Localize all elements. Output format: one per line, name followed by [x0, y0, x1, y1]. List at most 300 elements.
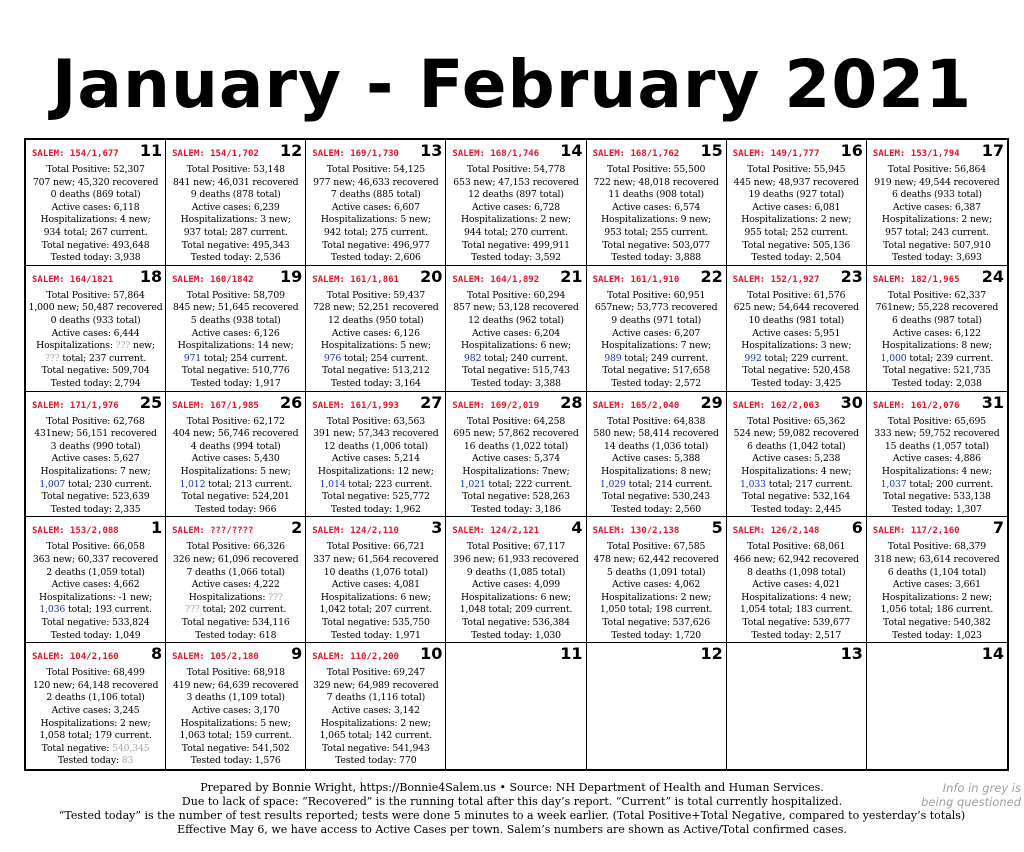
- stat-line: Total Positive: 67,117: [466, 541, 566, 553]
- stat-line: Total negative: 523,639: [41, 491, 150, 503]
- day-stats: [306, 667, 445, 768]
- salem-cases: SALEM: 171/1,976: [32, 400, 119, 411]
- hospital-total-value: 1,012: [179, 478, 206, 490]
- salem-cases: SALEM: 169/2,019: [452, 400, 540, 411]
- stat-line: 337 new; 61,564 recovered: [313, 553, 439, 565]
- day-cell: [306, 266, 446, 392]
- salem-cases: SALEM: 162/2,063: [732, 400, 820, 411]
- day-number: 25: [139, 392, 163, 412]
- stat-line: [26, 755, 165, 768]
- day-stats: [166, 416, 305, 517]
- stat-line: [26, 604, 165, 617]
- day-cell: [166, 140, 306, 266]
- questioned-value: 540,345: [112, 742, 150, 754]
- stat-line: Active cases: 6,607: [331, 201, 420, 213]
- stat-line: Hospitalizations: 6 new;: [460, 340, 572, 352]
- stat-line: 6 deaths (1,104 total): [887, 566, 987, 578]
- stat-line: Total Positive: 60,951: [606, 289, 706, 301]
- day-number: 28: [560, 392, 583, 412]
- stat-line: Hospitalizations: 5 new;: [180, 465, 291, 477]
- stat-line: 6 deaths (1,042 total): [747, 440, 846, 452]
- stat-line: Total Positive: 58,709: [186, 289, 285, 301]
- salem-cases: SALEM: ???/????: [172, 526, 254, 537]
- stat-line: Active cases: 4,021: [752, 579, 841, 591]
- salem-cases: SALEM: 168/1,762: [592, 149, 680, 159]
- stat-line: Tested today: 2,335: [50, 503, 141, 515]
- stat-line: 12 deaths (962 total): [468, 314, 564, 326]
- stat-line: Tested today: 3,425: [751, 377, 842, 389]
- stat-line: Total negative: 539,677: [742, 616, 851, 628]
- stat-line: Total Positive: 66,721: [326, 541, 425, 553]
- stat-line: 12 deaths (1,006 total): [323, 440, 428, 452]
- stat-line: Total negative: 533,824: [41, 616, 150, 628]
- stat-line: Hospitalizations: 7 new;: [601, 340, 712, 352]
- stat-line: [727, 479, 866, 492]
- stat-line: 120 new; 64,148 recovered: [32, 679, 159, 691]
- stat-line: 419 new; 64,639 recovered: [173, 679, 299, 691]
- salem-cases: SALEM: 154/1,702: [172, 149, 259, 159]
- stat-line: 977 new; 46,633 recovered: [313, 176, 439, 188]
- stat-line: Tested today: 2,560: [611, 503, 702, 515]
- stat-line: [306, 353, 445, 366]
- stat-text: total; 202 current.: [199, 604, 287, 616]
- stat-line: Hospitalizations: -1 new;: [39, 591, 153, 603]
- day-cell: [446, 266, 586, 392]
- stat-text: Total negative:: [41, 742, 113, 754]
- salem-cases: SALEM: 153/2,088: [32, 526, 119, 537]
- questioned-value: 83: [121, 755, 134, 767]
- stat-line: Active cases: 5,214: [331, 453, 420, 465]
- stat-line: Total negative: 540,382: [883, 616, 991, 628]
- stat-text: total; 249 current.: [621, 352, 709, 364]
- day-cell: [446, 392, 586, 518]
- stat-line: Total Positive: 54,125: [326, 164, 425, 175]
- salem-cases: SALEM: 167/1,985: [172, 400, 259, 411]
- stat-text: total; 217 current.: [765, 478, 853, 490]
- stat-line: Total Positive: 57,864: [46, 289, 145, 301]
- salem-cases: SALEM: 161/1,861: [312, 274, 399, 285]
- stat-line: Total negative: 524,201: [181, 491, 290, 503]
- stat-line: 841 new; 46,031 recovered: [173, 176, 299, 188]
- day-cell: [166, 266, 306, 392]
- day-number: 10: [420, 644, 443, 664]
- stat-line: 1,054 total; 183 current.: [740, 604, 853, 616]
- stat-line: Hospitalizations: 2 new;: [460, 214, 572, 226]
- grey-info-note-line: Info in grey is: [942, 781, 1021, 795]
- salem-cases: SALEM: 161/2,076: [872, 400, 960, 411]
- stat-line: Active cases: 6,126: [331, 327, 420, 339]
- stat-line: Hospitalizations: 2 new;: [320, 717, 431, 729]
- day-number: 4: [571, 518, 583, 538]
- day-stats: [446, 416, 585, 517]
- day-cell: [867, 517, 1007, 643]
- day-number: 12: [700, 644, 723, 664]
- day-number: 8: [151, 644, 163, 664]
- stat-line: 333 new; 59,752 recovered: [874, 428, 1000, 440]
- day-cell: [26, 140, 166, 266]
- grey-info-note: [903, 781, 1021, 809]
- stat-line: Tested today: 2,517: [751, 629, 842, 641]
- salem-cases: SALEM: 161/1,993: [312, 400, 399, 411]
- stat-line: Tested today: 2,504: [751, 252, 842, 264]
- stat-line: Total negative: 521,735: [883, 365, 991, 377]
- day-stats: [26, 416, 165, 517]
- stat-line: Tested today: 1,962: [330, 503, 421, 515]
- stat-line: Active cases: 5,238: [752, 453, 841, 465]
- day-stats: [587, 416, 726, 517]
- stat-line: Hospitalizations: 2 new;: [741, 214, 852, 226]
- footer: [0, 781, 1024, 837]
- stat-line: Hospitalizations: 8 new;: [601, 465, 712, 477]
- stat-line: Active cases: 4,081: [331, 579, 420, 591]
- stat-line: Total negative: 507,910: [883, 239, 991, 251]
- stat-line: Total Positive: 69,247: [326, 667, 425, 679]
- day-number: 13: [420, 141, 443, 160]
- stat-line: Total Positive: 63,563: [326, 415, 425, 427]
- stat-line: Tested today: 966: [195, 503, 277, 515]
- stat-line: Tested today: 2,606: [330, 252, 421, 264]
- stat-line: 16 deaths (1,022 total): [463, 440, 569, 452]
- day-number: 23: [840, 266, 863, 286]
- day-cell: [306, 140, 446, 266]
- stat-line: 1,063 total; 159 current.: [179, 730, 292, 742]
- salem-cases: SALEM: 169/1,730: [312, 149, 399, 159]
- footer-note-recovered: Due to lack of space: “Recovered” is the running total after this day’s report. “Current” is total currently hospitalized.: [181, 795, 843, 808]
- salem-cases: SALEM: 154/1,677: [32, 149, 119, 159]
- stat-line: 957 total; 243 current.: [884, 226, 989, 238]
- day-stats: [867, 290, 1007, 391]
- stat-line: 3 deaths (1,109 total): [186, 692, 285, 704]
- stat-line: Total negative: 503,077: [602, 239, 711, 251]
- day-cell: [867, 392, 1007, 518]
- stat-line: Total negative: 509,704: [41, 365, 150, 377]
- stat-line: Hospitalizations: 5 new;: [180, 717, 291, 729]
- day-stats: [587, 541, 726, 642]
- day-number: 21: [560, 266, 583, 286]
- stat-text: total; 230 current.: [65, 478, 152, 490]
- day-cell: [166, 643, 306, 769]
- stat-line: Active cases: 4,062: [612, 579, 701, 591]
- stat-line: Total negative: 515,743: [462, 365, 570, 377]
- day-number: 13: [840, 644, 863, 664]
- day-stats: [446, 290, 585, 391]
- stat-line: Total negative: 505,136: [742, 239, 851, 251]
- stat-text: total; 254 current.: [201, 352, 288, 364]
- stat-line: [26, 479, 165, 492]
- stat-line: [166, 592, 305, 605]
- salem-cases: SALEM: 124/2,121: [452, 526, 540, 537]
- day-cell: [587, 392, 727, 518]
- stat-line: Active cases: 6,118: [51, 201, 140, 213]
- day-number: 31: [981, 392, 1004, 412]
- stat-line: [446, 479, 585, 492]
- stat-line: 942 total; 275 current.: [323, 226, 428, 238]
- salem-cases: SALEM: 164/1821: [32, 274, 114, 285]
- stat-line: 14 deaths (1,036 total): [604, 440, 709, 452]
- stat-line: 10 deaths (981 total): [748, 314, 845, 326]
- stat-line: Active cases: 5,388: [612, 453, 701, 465]
- stat-line: Total Positive: 62,172: [186, 415, 285, 427]
- stat-text: total; 240 current.: [481, 352, 568, 364]
- stat-line: 944 total; 270 current.: [464, 226, 568, 238]
- stat-line: 10 deaths (1,076 total): [323, 566, 428, 578]
- stat-line: Total negative: 510,776: [181, 365, 290, 377]
- day-stats: [867, 164, 1007, 265]
- stat-line: 326 new; 61,096 recovered: [173, 553, 299, 565]
- stat-line: Total Positive: 55,945: [747, 164, 846, 175]
- day-cell: [587, 643, 727, 769]
- day-stats: [727, 541, 866, 642]
- stat-line: 695 new; 57,862 recovered: [453, 428, 579, 440]
- day-stats: [26, 164, 165, 265]
- day-stats: [26, 290, 165, 391]
- stat-line: 845 new; 51,645 recovered: [173, 302, 299, 314]
- stat-line: Active cases: 3,170: [191, 704, 280, 716]
- stat-line: Hospitalizations: 5 new;: [320, 214, 431, 226]
- day-cell: [166, 517, 306, 643]
- day-number: 29: [700, 392, 723, 412]
- day-number: 30: [840, 392, 863, 412]
- questioned-value: ???: [268, 591, 283, 603]
- stat-line: Hospitalizations: 2 new;: [601, 591, 712, 603]
- salem-cases: SALEM: 152/1,927: [732, 274, 820, 285]
- day-number: 26: [280, 392, 303, 412]
- stat-line: Total Positive: 55,500: [606, 164, 706, 175]
- salem-cases: SALEM: 161/1,910: [592, 274, 680, 285]
- day-stats: [166, 290, 305, 391]
- day-number: 7: [992, 518, 1004, 538]
- stat-line: Total Positive: 68,379: [887, 541, 987, 553]
- stat-text: total; 200 current.: [906, 478, 994, 490]
- day-cell: [727, 392, 867, 518]
- day-stats: [727, 164, 866, 265]
- stat-line: 657new; 53,773 recovered: [594, 302, 718, 314]
- stat-line: Tested today: 3,888: [611, 252, 702, 264]
- stat-line: Tested today: 3,592: [471, 252, 561, 264]
- day-number: 15: [700, 141, 723, 160]
- stat-line: Total Positive: 60,294: [466, 289, 566, 301]
- stat-line: Tested today: 1,917: [190, 377, 281, 389]
- stat-line: 363 new; 60,337 recovered: [32, 553, 159, 565]
- stat-line: Active cases: 6,239: [191, 201, 280, 213]
- stat-line: Hospitalizations: 2 new;: [881, 591, 992, 603]
- stat-line: Tested today: 3,186: [471, 503, 561, 515]
- stat-line: Hospitalizations: 7 new;: [40, 465, 151, 477]
- day-number: 16: [840, 141, 863, 160]
- hospital-total-value: 1,000: [880, 352, 907, 364]
- stat-line: Active cases: 4,662: [51, 579, 140, 591]
- day-cell: [867, 643, 1007, 769]
- questioned-value: ???: [185, 604, 200, 616]
- stat-text: new;: [130, 340, 155, 352]
- day-number: 24: [981, 266, 1004, 286]
- stat-line: Total negative: 534,116: [181, 616, 290, 628]
- salem-cases: SALEM: 105/2,180: [172, 652, 259, 663]
- stat-line: 728 new; 52,251 recovered: [313, 302, 439, 314]
- stat-text: total; 193 current.: [65, 604, 152, 616]
- stat-line: Tested today: 3,693: [891, 252, 982, 264]
- stat-line: [166, 353, 305, 366]
- day-number: 14: [560, 141, 583, 160]
- stat-line: Total negative: 537,626: [602, 616, 711, 628]
- stat-line: Hospitalizations: 14 new;: [177, 340, 294, 352]
- stat-line: Active cases: 3,661: [892, 579, 981, 591]
- day-number: 19: [280, 266, 303, 286]
- day-cell: [867, 140, 1007, 266]
- stat-text: total; 214 current.: [625, 478, 713, 490]
- stat-line: 524 new; 59,082 recovered: [733, 428, 859, 440]
- stat-line: Tested today: 770: [335, 755, 417, 767]
- questioned-value: ???: [45, 352, 60, 364]
- stat-line: Total Positive: 59,437: [326, 289, 425, 301]
- stat-text: total; 223 current.: [345, 478, 433, 490]
- stat-line: Total Positive: 61,576: [747, 289, 846, 301]
- stat-text: total; 229 current.: [761, 352, 849, 364]
- stat-line: Hospitalizations: 5 new;: [320, 340, 431, 352]
- hospital-total-value: 1,021: [459, 478, 486, 490]
- stat-line: 2 deaths (1,106 total): [46, 692, 145, 704]
- stat-line: 7 deaths (1,066 total): [186, 566, 285, 578]
- stat-line: 5 deaths (1,091 total): [606, 566, 706, 578]
- stat-line: Total Positive: 66,326: [186, 541, 285, 553]
- day-stats: [727, 416, 866, 517]
- day-number: 6: [851, 518, 863, 538]
- stat-line: Total Positive: 68,061: [747, 541, 846, 553]
- stat-text: total; 254 current.: [341, 352, 428, 364]
- salem-cases: SALEM: 153/1,794: [872, 149, 960, 159]
- stat-line: 9 deaths (878 total): [190, 189, 281, 201]
- stat-line: Tested today: 3,164: [330, 377, 421, 389]
- day-cell: [446, 517, 586, 643]
- grey-info-note-line: being questioned: [921, 795, 1021, 809]
- stat-line: 707 new; 45,320 recovered: [32, 176, 159, 188]
- day-number: 20: [420, 266, 443, 286]
- day-number: 12: [280, 141, 303, 160]
- footer-note-tested: “Tested today” is the number of test results reported; tests were done 5 minutes to a week earlier. (Total Positive+Total Negative, compared to yesterday’s totals): [58, 809, 966, 822]
- stat-line: Total negative: 536,384: [462, 616, 570, 628]
- day-cell: [306, 643, 446, 769]
- stat-line: 3 deaths (990 total): [50, 440, 141, 452]
- stat-line: Total Positive: 56,864: [887, 164, 987, 175]
- day-cell: [867, 266, 1007, 392]
- stat-line: Total Positive: 67,585: [606, 541, 706, 553]
- day-stats: [867, 416, 1007, 517]
- hospital-total-value: 1,014: [319, 478, 346, 490]
- stat-line: Tested today: 2,572: [611, 377, 702, 389]
- stat-line: 1,056 total; 186 current.: [880, 604, 994, 616]
- footer-credit: Prepared by Bonnie Wright, https://Bonnie4Salem.us • Source: NH Department of Health and Human Services.: [200, 781, 824, 794]
- day-cell: [727, 643, 867, 769]
- stat-line: Tested today: 1,030: [471, 629, 561, 641]
- day-cell: [26, 517, 166, 643]
- stat-line: 19 deaths (927 total): [748, 189, 845, 201]
- stat-text: Hospitalizations:: [36, 340, 116, 352]
- day-number: 18: [139, 266, 163, 286]
- stat-line: [446, 353, 585, 366]
- stat-line: Active cases: 6,574: [612, 201, 701, 213]
- salem-cases: SALEM: 117/2,160: [872, 526, 960, 537]
- stat-line: Tested today: 2,038: [891, 377, 982, 389]
- stat-line: Total Positive: 68,918: [186, 667, 285, 679]
- stat-line: 5 deaths (938 total): [190, 314, 281, 326]
- stat-line: Hospitalizations: 7new;: [462, 465, 570, 477]
- stat-text: total; 237 current.: [59, 352, 147, 364]
- stat-line: 4 deaths (994 total): [190, 440, 281, 452]
- stat-line: Active cases: 3,142: [331, 704, 420, 716]
- hospital-total-value: 992: [744, 352, 762, 364]
- stat-line: [587, 479, 726, 492]
- stat-line: 937 total; 287 current.: [183, 226, 288, 238]
- stat-line: Active cases: 6,126: [191, 327, 280, 339]
- salem-cases: SALEM: 126/2,148: [732, 526, 820, 537]
- stat-line: 580 new; 58,414 recovered: [593, 428, 719, 440]
- stat-line: Total Positive: 52,307: [46, 164, 145, 175]
- stat-line: [166, 479, 305, 492]
- stat-line: 653 new; 47,153 recovered: [453, 176, 579, 188]
- stat-line: Total negative: 513,212: [321, 365, 430, 377]
- stat-line: Total negative: 496,977: [321, 239, 430, 251]
- stat-line: Active cases: 5,430: [191, 453, 280, 465]
- stat-line: Hospitalizations: 3 new;: [180, 214, 291, 226]
- day-stats: [867, 541, 1007, 642]
- day-cell: [306, 517, 446, 643]
- day-number: 2: [291, 518, 303, 538]
- stat-line: Tested today: 3,388: [471, 377, 561, 389]
- stat-line: 391 new; 57,343 recovered: [313, 428, 439, 440]
- salem-cases: SALEM: 160/1842: [172, 274, 254, 285]
- stat-line: Total negative: 541,943: [321, 742, 430, 754]
- stat-line: Tested today: 2,794: [50, 377, 141, 389]
- hospital-total-value: 1,036: [39, 604, 66, 616]
- stat-line: [166, 604, 305, 617]
- stat-line: Hospitalizations: 8 new;: [881, 340, 992, 352]
- questioned-value: ???: [115, 340, 131, 352]
- day-number: 5: [711, 518, 723, 538]
- stat-line: 478 new; 62,442 recovered: [593, 553, 719, 565]
- stat-line: Total negative: 525,772: [321, 491, 430, 503]
- day-number: 1: [151, 518, 163, 538]
- day-stats: [446, 541, 585, 642]
- stat-line: [306, 479, 445, 492]
- stat-line: Tested today: 1,023: [891, 629, 982, 641]
- stat-line: Active cases: 6,081: [752, 201, 841, 213]
- salem-cases: SALEM: 164/1,892: [452, 274, 540, 285]
- day-number: 3: [431, 518, 443, 538]
- stat-line: Total Positive: 64,838: [606, 415, 706, 427]
- stat-line: [727, 353, 866, 366]
- stat-line: [26, 340, 165, 353]
- page-title: January - February 2021: [51, 46, 973, 123]
- day-cell: [587, 517, 727, 643]
- stat-text: total; 222 current.: [485, 478, 573, 490]
- day-cell: [727, 266, 867, 392]
- stat-line: Hospitalizations: 4 new;: [881, 465, 992, 477]
- stat-line: 12 deaths (950 total): [328, 314, 424, 326]
- stat-line: 1,000 new; 50,487 recovered: [28, 302, 163, 314]
- stat-line: 955 total; 252 current.: [744, 226, 849, 238]
- stat-line: 329 new; 64,989 recovered: [313, 679, 439, 691]
- stat-line: Hospitalizations: 4 new;: [40, 214, 151, 226]
- day-number: 17: [981, 141, 1004, 160]
- salem-cases: SALEM: 110/2,200: [312, 652, 399, 663]
- stat-line: Hospitalizations: 6 new;: [320, 591, 431, 603]
- stat-line: Total Positive: 66,058: [46, 541, 145, 553]
- stat-line: [867, 353, 1007, 366]
- stat-line: Total negative: 533,138: [883, 491, 991, 503]
- stat-line: Active cases: 6,728: [471, 201, 560, 213]
- day-number: 11: [560, 644, 583, 664]
- day-stats: [306, 416, 445, 517]
